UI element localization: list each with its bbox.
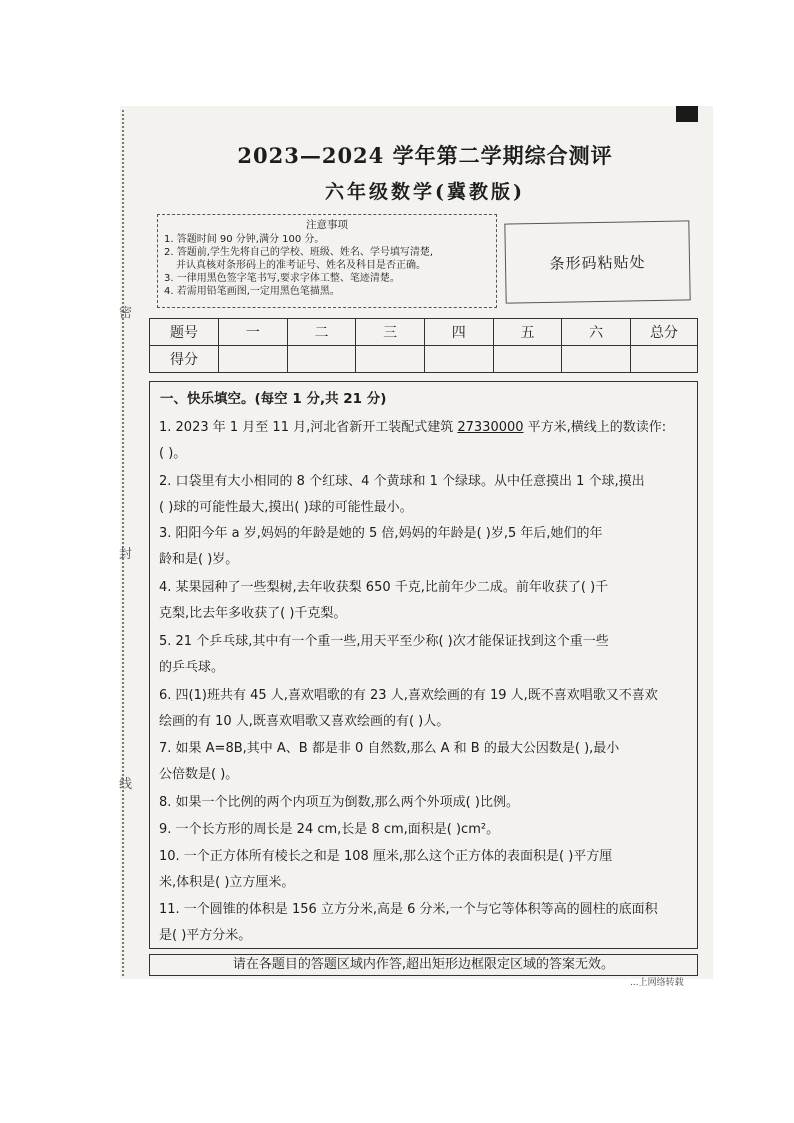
score-input-cell[interactable] [287,346,356,373]
question-line: 10. 一个正方体所有棱长之和是 108 厘米,那么这个正方体的表面积是( )平方厘 [159,849,613,864]
score-input-cell[interactable] [219,346,288,373]
footer-notice: 请在各题目的答题区域内作答,超出矩形边框限定区域的答案无效。 [149,954,698,976]
score-cell: 题号 [150,319,219,346]
question-line: 8. 如果一个比例的两个内项互为倒数,那么两个外项成( )比例。 [159,795,519,810]
exam-title: 2023—2024 学年第二学期综合测评 [237,143,613,168]
notice-item: 3. 一律用黑色签字笔书写,要求字体工整、笔迹清楚。 [164,273,400,284]
score-table-header-row [150,319,698,346]
score-input-cell[interactable] [631,346,698,373]
barcode-label: 条形码粘贴处 [549,252,646,273]
underlined-number: 27330000 [457,420,524,435]
seal-char-xian: 线 [119,777,133,792]
notice-title: 注意事项 [306,219,348,231]
question-line [159,416,666,435]
score-cell: 得分 [150,346,219,373]
score-input-cell[interactable] [424,346,493,373]
score-cell: 六 [562,319,631,346]
question-line: 3. 阳阳今年 a 岁,妈妈的年龄是她的 5 倍,妈妈的年龄是( )岁,5 年后,她们的年 [159,526,603,541]
question-text: 平方米,横线上的数读作: [523,420,667,435]
corner-mark [676,106,698,122]
section-title: 一、快乐填空。(每空 1 分,共 21 分) [160,391,387,407]
score-cell: 三 [356,319,425,346]
score-table [149,318,698,373]
score-input-cell[interactable] [493,346,562,373]
exam-subtitle: 六年级数学(冀教版) [325,181,525,203]
notice-box [157,214,497,308]
score-input-cell[interactable] [562,346,631,373]
edge-text: ...上网络转载 [630,978,684,988]
score-cell: 二 [287,319,356,346]
seal-char-mi: 密 [119,306,133,321]
question-line: 11. 一个圆锥的体积是 156 立方分米,高是 6 分米,一个与它等体积等高的圆柱的底面积 [159,902,658,917]
question-line: 6. 四(1)班共有 45 人,喜欢唱歌的有 23 人,喜欢绘画的有 19 人,既不喜欢唱歌又不喜欢 [159,688,658,703]
seal-char-feng: 封 [119,547,133,562]
notice-item: 4. 若需用铅笔画图,一定用黑色笔描黑。 [164,286,340,297]
score-cell: 五 [493,319,562,346]
score-cell: 一 [219,319,288,346]
question-line: 2. 口袋里有大小相同的 8 个红球、4 个黄球和 1 个绿球。从中任意摸出 1 个球,摸出 [159,474,645,489]
score-cell: 四 [424,319,493,346]
question-line: 克梨,比去年多收获了( )千克梨。 [159,606,347,621]
notice-item: 并认真核对条形码上的准考证号、姓名及科目是否正确。 [176,260,426,271]
question-text: 1. 2023 年 1 月至 11 月,河北省新开工装配式建筑 [159,420,458,435]
question-line: 绘画的有 10 人,既喜欢唱歌又喜欢绘画的有( )人。 [159,714,450,729]
question-line: 的乒乓球。 [159,660,225,675]
question-line: 9. 一个长方形的周长是 24 cm,长是 8 cm,面积是( )cm²。 [159,822,500,837]
barcode-area [504,220,690,303]
score-table-score-row [150,346,698,373]
question-line: 4. 某果园种了一些梨树,去年收获梨 650 千克,比前年少二成。前年收获了( )千 [159,580,609,595]
question-line: 7. 如果 A=8B,其中 A、B 都是非 0 自然数,那么 A 和 B 的最大公因数是( ),最小 [159,741,620,756]
question-line: 龄和是( )岁。 [159,552,239,567]
notice-item: 1. 答题时间 90 分钟,满分 100 分。 [164,234,325,245]
question-line: 米,体积是( )立方厘米。 [159,875,295,890]
question-line: 是( )平方分米。 [159,928,252,943]
question-line: ( )。 [159,446,187,461]
notice-item: 2. 答题前,学生先将自己的学校、班级、姓名、学号填写清楚, [164,247,434,258]
question-line: 公倍数是( )。 [159,767,239,782]
question-line: 5. 21 个乒乓球,其中有一个重一些,用天平至少称( )次才能保证找到这个重一些 [159,634,609,649]
question-line: ( )球的可能性最大,摸出( )球的可能性最小。 [159,500,413,515]
score-input-cell[interactable] [356,346,425,373]
score-cell: 总分 [631,319,698,346]
